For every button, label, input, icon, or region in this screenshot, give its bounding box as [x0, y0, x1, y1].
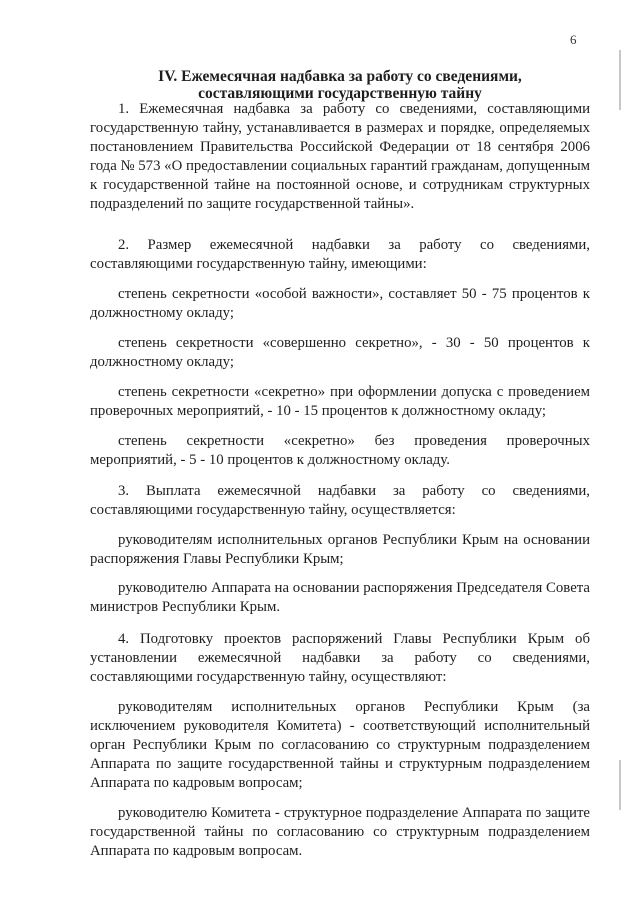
paragraph-2: 2. Размер ежемесячной надбавки за работу со сведениями, составляющими государственную тайну, имеющими: [90, 237, 590, 272]
paragraph-10: 4. Подготовку проектов распоряжений Главы Республики Крым об установлении ежемесячной надбавки за работу со сведениями, составляющими государственную тайну, осуществляют: [90, 631, 590, 685]
section-heading-line-2: составляющими государственную тайну [198, 85, 482, 102]
paragraph-7: 3. Выплата ежемесячной надбавки за работу со сведениями, составляющими государственную тайну, осуществляется: [90, 483, 590, 518]
scan-margin-mark [619, 50, 621, 110]
paragraph-5: степень секретности «секретно» при оформлении допуска с проведением проверочных мероприятий, - 10 - 15 процентов к должностному окладу; [90, 384, 590, 419]
scan-margin-mark [619, 760, 621, 810]
paragraph-3: степень секретности «особой важности», составляет 50 - 75 процентов к должностному окладу; [90, 286, 590, 321]
paragraph-11: руководителям исполнительных органов Республики Крым (за исключением руководителя Комитета) - соответствующий исполнительный орган Республики Крым по согласованию со структурным подразделением Аппарата по защите государственной тайны и структурным подразделением Аппарата по кадровым вопросам; [90, 699, 590, 791]
paragraph-12: руководителю Комитета - структурное подразделение Аппарата по защите государственной тайны по согласованию со структурным подразделением Аппарата по кадровым вопросам. [90, 805, 590, 859]
paragraph-6: степень секретности «секретно» без проведения проверочных мероприятий, - 5 - 10 процентов к должностному окладу. [90, 433, 590, 468]
paragraph-1: 1. Ежемесячная надбавка за работу со сведениями, составляющими государственную тайну, устанавливается в размерах и порядке, определяемых постановлением Правительства Российской Федерации от 18 сентября 2006 года № 573 «О предоставлении социальных гарантий гражданам, допущенным к государственной тайне на постоянной основе, и сотрудникам структурных подразделений по защите государственной тайны». [90, 101, 590, 212]
paragraph-4: степень секретности «совершенно секретно», - 30 - 50 процентов к должностному окладу; [90, 335, 590, 370]
section-heading-line-1: IV. Ежемесячная надбавка за работу со сведениями, [158, 68, 522, 85]
section-heading [90, 68, 590, 102]
paragraph-8: руководителям исполнительных органов Республики Крым на основании распоряжения Главы Республики Крым; [90, 532, 590, 567]
paragraph-9: руководителю Аппарата на основании распоряжения Председателя Совета министров Республики Крым. [90, 580, 590, 615]
page-number: 6 [570, 32, 577, 47]
